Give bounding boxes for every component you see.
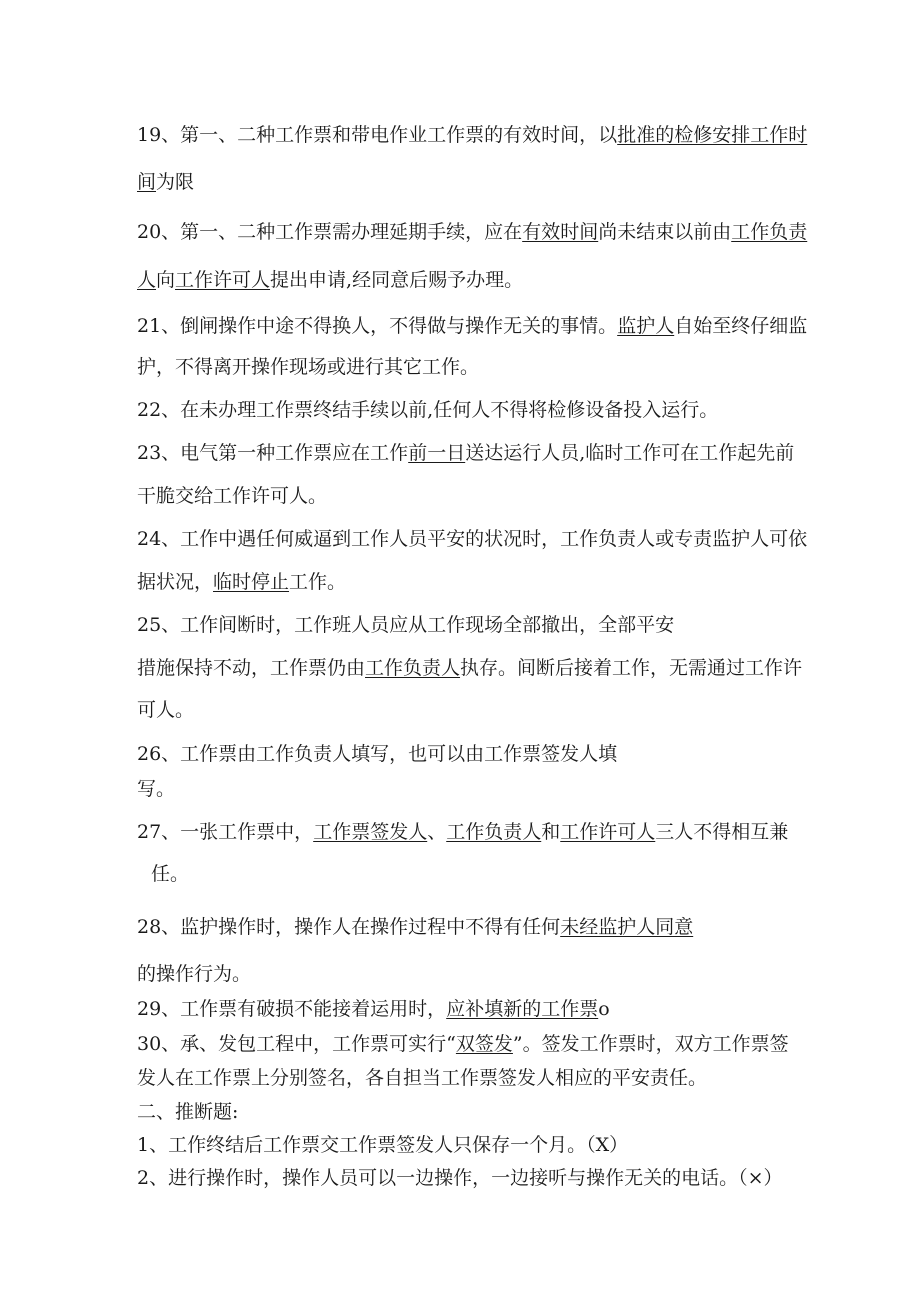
item-21-answer: 监护人 xyxy=(617,315,675,337)
item-27-line-2 xyxy=(151,862,189,886)
item-25-line-2 xyxy=(137,656,802,680)
item-27-text: 27、一张工作票中， xyxy=(137,821,314,843)
item-28-text: 28、监护操作时，操作人在操作过程中不得有任何 xyxy=(137,916,561,938)
item-27-answer-2: 工作负责人 xyxy=(446,821,542,843)
item-28-text-end: 的操作行为。 xyxy=(137,963,252,985)
item-28-line-1 xyxy=(137,915,693,939)
item-30-text: 30、承、发包工程中，工作票可实行“ xyxy=(137,1033,456,1055)
item-25-text: 25、工作间断时，工作班人员应从工作现场全部撤出，全部平安 xyxy=(137,614,675,636)
item-23-line-2 xyxy=(137,484,327,508)
item-19-line-1 xyxy=(137,123,807,147)
item-26-line-1 xyxy=(137,742,617,766)
item-20-answer-2-cont: 人 xyxy=(137,269,157,291)
item-20-text: 20、第一、二种工作票需办理延期手续，应在 xyxy=(137,221,523,243)
item-30-text-end: 发人在工作票上分别签名，各自担当工作票签发人相应的平安责任。 xyxy=(137,1067,708,1089)
item-30-text-2: ”。签发工作票时，双方工作票签 xyxy=(512,1033,789,1055)
item-20-text-2: 尚未结束以前由 xyxy=(598,221,732,243)
item-29-line-1 xyxy=(137,997,610,1021)
item-27-answer-1: 工作票签发人 xyxy=(313,821,428,843)
item-25-line-1 xyxy=(137,613,674,637)
item-27-text-2: 三人不得相互兼 xyxy=(655,821,789,843)
item-24-text: 24、工作中遇任何威逼到工作人员平安的状况时，工作负责人或专责监护人可依 xyxy=(137,528,808,550)
item-25-text-2: 措施保持不动，工作票仍由 xyxy=(137,657,366,679)
item-19-line-2 xyxy=(137,170,194,194)
item-30-line-2 xyxy=(137,1066,707,1090)
item-22-line-1 xyxy=(137,398,718,422)
item-29-text: 29、工作票有破损不能接着运用时， xyxy=(137,998,447,1020)
judgment-1-text: 1、工作终结后工作票交工作票签发人只保存一个月。（X） xyxy=(137,1134,629,1156)
item-23-text-end: 干脆交给工作许可人。 xyxy=(137,485,328,507)
item-20-answer-3: 工作许可人 xyxy=(175,269,271,291)
item-20-line-2 xyxy=(137,268,523,292)
item-28-answer: 未经监护人同意 xyxy=(560,916,694,938)
item-28-line-2 xyxy=(137,962,251,986)
item-27-sep-2: 和 xyxy=(541,821,561,843)
item-24-answer: 临时停止 xyxy=(213,571,290,593)
item-27-sep-1: 、 xyxy=(427,821,447,843)
item-21-text: 21、倒闸操作中途不得换人，不得做与操作无关的事情。 xyxy=(137,315,618,337)
item-25-answer: 工作负责人 xyxy=(365,657,461,679)
item-21-text-end: 护，不得离开操作现场或进行其它工作。 xyxy=(137,356,480,378)
item-30-answer: 双签发 xyxy=(455,1033,513,1055)
item-24-line-1 xyxy=(137,527,807,551)
item-25-text-end: 可人。 xyxy=(137,699,195,721)
item-21-text-2: 自始至终仔细监 xyxy=(674,315,808,337)
item-24-text-end: 工作。 xyxy=(289,571,347,593)
item-26-text-end: 写。 xyxy=(137,778,176,800)
item-29-answer: 应补填新的工作票 xyxy=(446,998,599,1020)
item-19-answer-cont: 间 xyxy=(137,171,157,193)
item-23-line-1 xyxy=(137,441,794,465)
item-21-line-2 xyxy=(137,355,479,379)
section-2-heading xyxy=(137,1100,238,1124)
judgment-2-text: 2、进行操作时，操作人员可以一边操作，一边接听与操作无关的电话。（×） xyxy=(137,1167,783,1189)
item-29-text-end: o xyxy=(598,998,610,1020)
item-22-text: 22、在未办理工作票终结手续以前,任何人不得将检修设备投入运行。 xyxy=(137,399,719,421)
item-24-line-2 xyxy=(137,570,346,594)
item-24-text-2: 据状况， xyxy=(137,571,214,593)
item-30-line-1 xyxy=(137,1032,789,1056)
section-heading-text: 二、推断题: xyxy=(137,1101,239,1123)
item-26-line-2 xyxy=(137,777,175,801)
item-25-text-3: 执存。间断后接着工作，无需通过工作许 xyxy=(460,657,803,679)
judgment-1 xyxy=(137,1133,628,1157)
item-19-answer: 批准的检修安排工作时 xyxy=(617,124,808,146)
item-27-line-1 xyxy=(137,820,788,844)
item-20-answer-2: 工作负责 xyxy=(731,221,808,243)
item-19-text-end: 为限 xyxy=(156,171,195,193)
item-20-text-3: 向 xyxy=(156,269,176,291)
item-20-line-1 xyxy=(137,220,807,244)
item-23-text: 23、电气第一种工作票应在工作 xyxy=(137,442,409,464)
item-21-line-1 xyxy=(137,314,807,338)
item-27-text-end: 任。 xyxy=(151,863,190,885)
item-23-answer: 前一日 xyxy=(408,442,466,464)
item-20-answer-1: 有效时间 xyxy=(522,221,599,243)
item-20-text-end: 提出申请,经同意后赐予办理。 xyxy=(270,269,524,291)
item-19-text: 19、第一、二种工作票和带电作业工作票的有效时间，以 xyxy=(137,124,618,146)
judgment-2 xyxy=(137,1166,783,1190)
item-25-line-3 xyxy=(137,698,194,722)
item-27-answer-3: 工作许可人 xyxy=(560,821,656,843)
item-23-text-2: 送达运行人员,临时工作可在工作起先前 xyxy=(465,442,795,464)
item-26-text: 26、工作票由工作负责人填写，也可以由工作票签发人填 xyxy=(137,743,618,765)
